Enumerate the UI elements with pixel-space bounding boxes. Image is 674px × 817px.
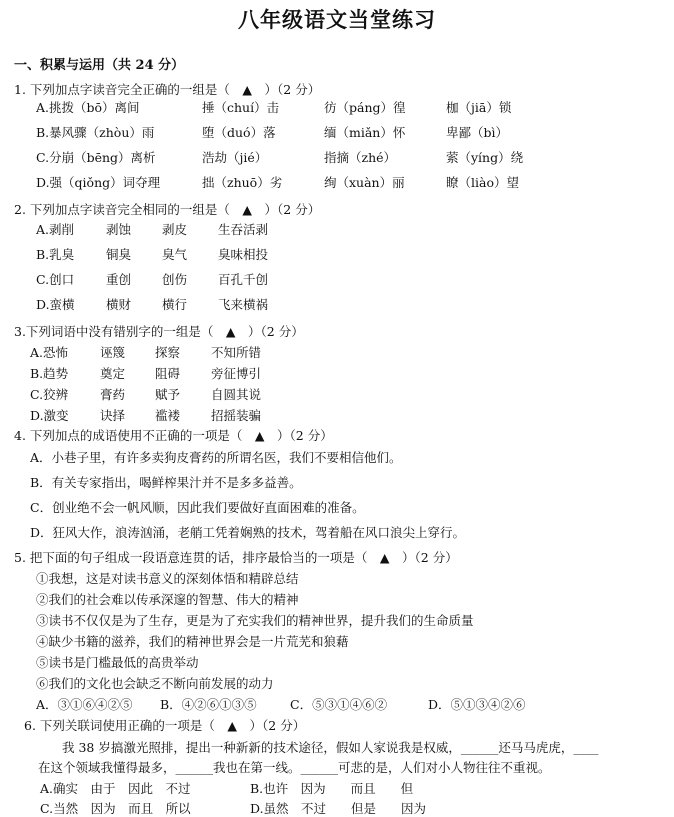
question-1-option-c-item-2: 浩劫（jié） xyxy=(202,150,268,165)
question-4-stem: 4. 下列加点的成语使用不正确的一项是（ ▲ ）（2 分） xyxy=(14,428,333,443)
question-5-sentence-3: ③读书不仅仅是为了生存，更是为了充实我们的精神世界，提升我们的生命质量 xyxy=(36,613,474,628)
question-2-option-c-item-2: 重创 xyxy=(106,272,132,287)
question-2-option-c-item-3: 创伤 xyxy=(162,272,188,287)
question-1-option-c-item-1: C.分崩（bēng）离析 xyxy=(36,150,156,165)
question-6-passage-line-1: 我 38 岁搞激光照排，提出一种新新的技术途径，假如人家说我是权威，______还马马虎虎，____ xyxy=(62,740,599,755)
question-5-sentence-6: ⑥我们的文化也会缺乏不断向前发展的动力 xyxy=(36,676,274,691)
question-3-option-b-item-1: B.趋势 xyxy=(30,366,69,381)
question-2-option-b-item-3: 臭气 xyxy=(162,247,188,262)
question-1-option-b-item-4: 卑鄙（bì） xyxy=(446,125,508,140)
question-3-option-a-item-3: 探察 xyxy=(155,345,181,360)
section-heading: 一、积累与运用（共 24 分） xyxy=(14,58,185,73)
question-5-choice-c: C．⑤③①④⑥② xyxy=(290,697,388,712)
question-2-option-c-item-4: 百孔千创 xyxy=(218,272,269,287)
question-3-option-c-item-2: 膏药 xyxy=(100,387,126,402)
question-5-sentence-4: ④缺少书籍的滋养，我们的精神世界会是一片荒芜和狼藉 xyxy=(36,634,349,649)
question-3-option-a-item-2: 诬篾 xyxy=(100,345,126,360)
question-5-choice-a: A．③①⑥④②⑤ xyxy=(36,697,133,712)
question-3-option-a-item-1: A.恐怖 xyxy=(30,345,69,360)
question-3-option-d-item-4: 招摇装骗 xyxy=(211,408,262,423)
question-1-option-b-item-2: 堕（duó）落 xyxy=(202,125,276,140)
question-6-passage-line-2: 在这个领域我懂得最多，______我也在第一线。______可悲的是，人们对小人物往往不重视。 xyxy=(38,760,551,775)
question-5-stem: 5. 把下面的句子组成一段语意连贯的话，排序最恰当的一项是（ ▲ ）（2 分） xyxy=(14,550,458,565)
question-2-option-d-item-3: 横行 xyxy=(162,297,188,312)
question-2-option-b-item-2: 铜臭 xyxy=(106,247,132,262)
question-1-option-d-item-2: 拙（zhuō）劣 xyxy=(202,175,283,190)
question-2-option-d-item-4: 飞来横祸 xyxy=(218,297,269,312)
question-2-option-a-item-2: 剥蚀 xyxy=(106,222,132,237)
question-2-option-b-item-1: B.乳臭 xyxy=(36,247,75,262)
question-4-option-a: A．小巷子里，有许多卖狗皮膏药的所谓名医，我们不要相信他们。 xyxy=(30,450,402,465)
question-4-option-b: B．有关专家指出，喝鲜榨果汁并不是多多益善。 xyxy=(30,475,302,490)
question-3-option-b-item-3: 阻碍 xyxy=(155,366,181,381)
question-6-option-c: C.当然 因为 而且 所以 xyxy=(40,801,191,816)
question-2-stem: 2. 下列加点字读音完全相同的一组是（ ▲ ）（2 分） xyxy=(14,202,321,217)
question-1-option-b-item-1: B.暴风骤（zhòu）雨 xyxy=(36,125,155,140)
question-2-option-a-item-3: 剥皮 xyxy=(162,222,188,237)
question-1-option-d-item-4: 瞭（liào）望 xyxy=(446,175,519,190)
question-5-sentence-2: ②我们的社会难以传承深邃的智慧、伟大的精神 xyxy=(36,592,299,607)
question-5-sentence-5: ⑤读书是门槛最低的高贵举动 xyxy=(36,655,199,670)
question-2-option-c-item-1: C.创口 xyxy=(36,272,75,287)
question-2-option-d-item-2: 横财 xyxy=(106,297,132,312)
question-6-option-a: A.确实 由于 因此 不过 xyxy=(40,781,191,796)
question-5-sentence-1: ①我想，这是对读书意义的深刻体悟和精辟总结 xyxy=(36,571,299,586)
question-4-option-d: D．狂风大作，浪涛汹涌，老艄工凭着娴熟的技术，驾着船在风口浪尖上穿行。 xyxy=(30,525,466,540)
question-1-option-a-item-4: 枷（jiā）锁 xyxy=(446,100,512,115)
question-1-option-b-item-3: 缅（miǎn）怀 xyxy=(324,125,406,140)
question-5-choice-b: B．④②⑥①③⑤ xyxy=(160,697,257,712)
question-3-option-b-item-2: 奠定 xyxy=(100,366,126,381)
question-3-option-c-item-1: C.狡辨 xyxy=(30,387,69,402)
question-6-stem: 6. 下列关联词使用正确的一项是（ ▲ ）（2 分） xyxy=(24,718,306,733)
question-1-option-d-item-3: 绚（xuàn）丽 xyxy=(324,175,405,190)
question-5-choice-d: D．⑤①③④②⑥ xyxy=(428,697,526,712)
question-6-option-b: B.也许 因为 而且 但 xyxy=(250,781,414,796)
question-4-option-c: C．创业绝不会一帆风顺，因此我们要做好直面困难的准备。 xyxy=(30,500,365,515)
question-2-option-a-item-1: A.剥削 xyxy=(36,222,75,237)
question-1-stem: 1. 下列加点字读音完全正确的一组是（ ▲ ）（2 分） xyxy=(14,82,321,97)
question-3-option-d-item-2: 诀择 xyxy=(100,408,126,423)
question-3-option-d-item-1: D.激变 xyxy=(30,408,69,423)
question-1-option-a-item-3: 彷（páng）徨 xyxy=(324,100,406,115)
question-3-stem: 3.下列词语中没有错别字的一组是（ ▲ ）（2 分） xyxy=(14,324,304,339)
page-title: 八年级语文当堂练习 xyxy=(238,7,436,32)
question-1-option-d-item-1: D.强（qiǒng）词夺理 xyxy=(36,175,161,190)
question-2-option-b-item-4: 臭味相投 xyxy=(218,247,269,262)
question-1-option-c-item-3: 指摘（zhé） xyxy=(324,150,397,165)
question-3-option-b-item-4: 旁征博引 xyxy=(211,366,262,381)
question-3-option-c-item-4: 自圆其说 xyxy=(211,387,262,402)
question-3-option-d-item-3: 褴褛 xyxy=(155,408,181,423)
question-2-option-d-item-1: D.蛮横 xyxy=(36,297,75,312)
question-3-option-a-item-4: 不知所错 xyxy=(211,345,262,360)
question-2-option-a-item-4: 生吞活剥 xyxy=(218,222,269,237)
question-3-option-c-item-3: 赋予 xyxy=(155,387,181,402)
question-6-option-d: D.虽然 不过 但是 因为 xyxy=(250,801,427,816)
question-1-option-c-item-4: 萦（yíng）绕 xyxy=(446,150,524,165)
question-1-option-a-item-1: A.挑拨（bō）离间 xyxy=(36,100,140,115)
question-1-option-a-item-2: 捶（chuí）击 xyxy=(202,100,280,115)
